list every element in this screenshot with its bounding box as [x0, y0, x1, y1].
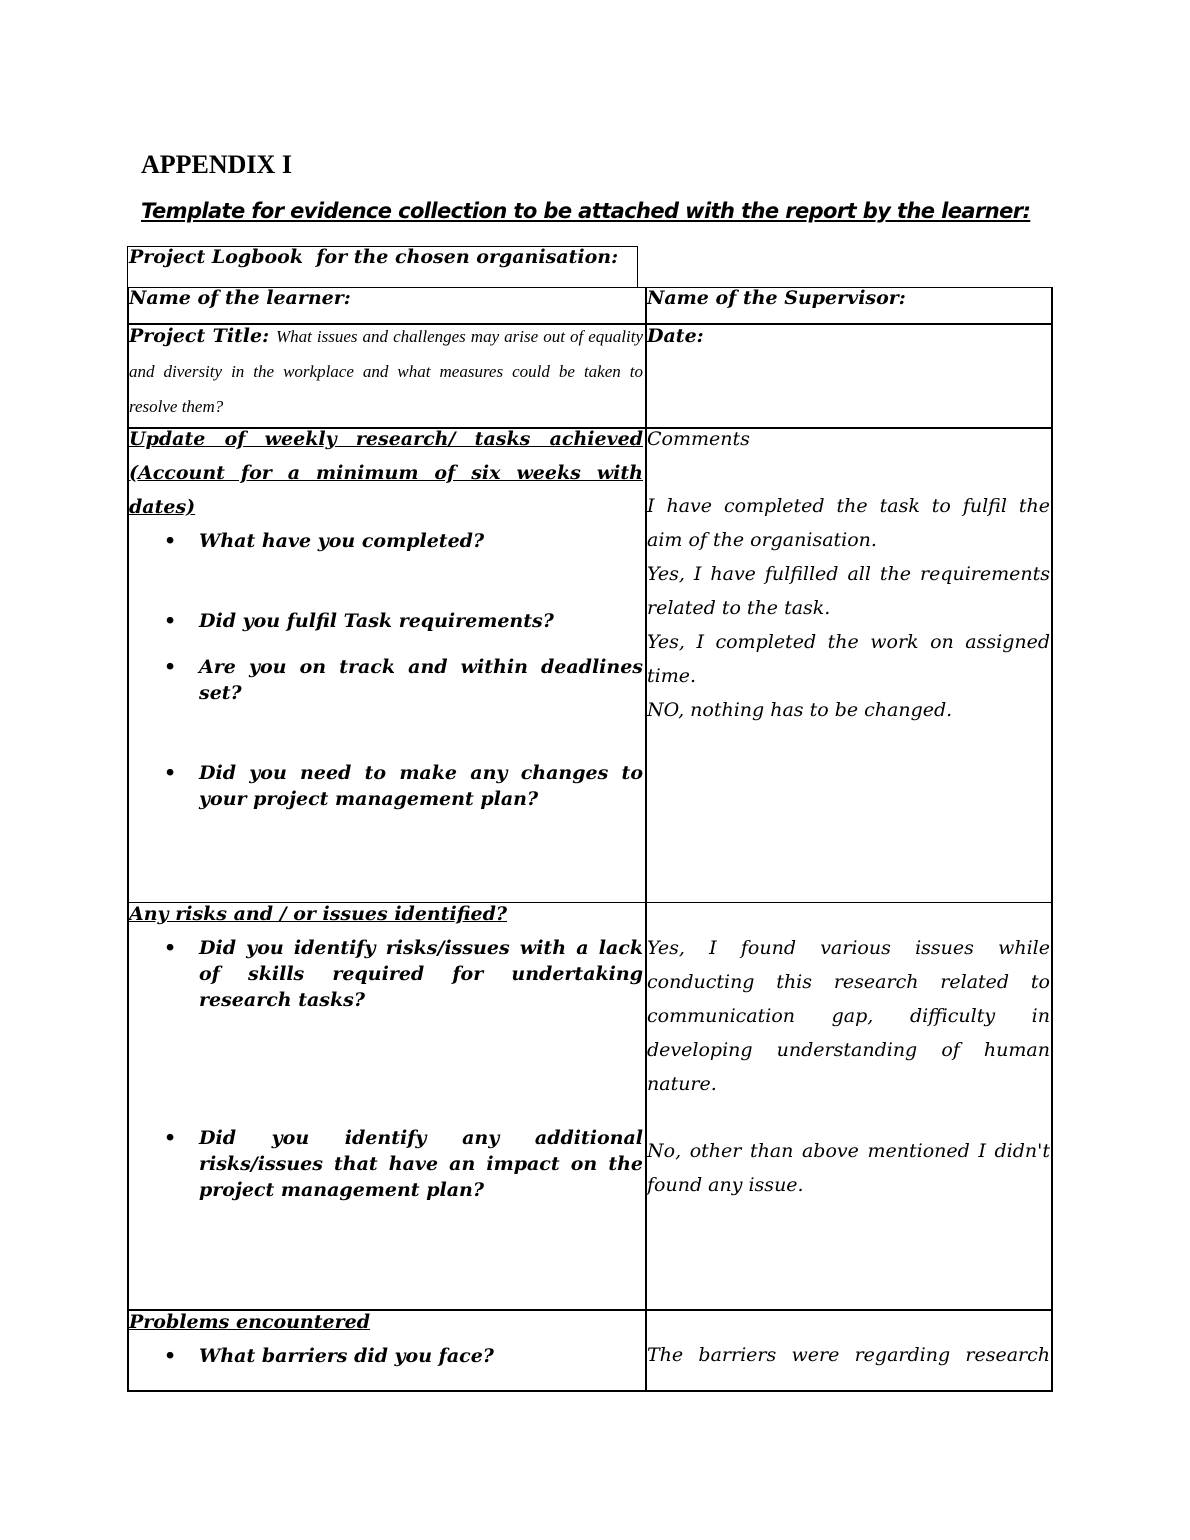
risks-heading: Any risks and / or issues identified?	[129, 903, 508, 925]
project-title-text: What issues and challenges may arise out of equality and diversity in the workplace and what measures could be taken to resolve them?	[129, 327, 643, 416]
weekly-a3: Yes, I completed the work on assigned time.	[647, 631, 1050, 687]
risk-a2: No, other than above mentioned I didn't found any issue.	[647, 1140, 1050, 1196]
weekly-q3: • Are you on track and within deadlines set?	[164, 656, 643, 704]
risk-a1: Yes, I found various issues while conducting this research related to communication gap, difficulty in developing understanding of human nature.	[647, 937, 1050, 1095]
problems-heading: Problems encountered	[129, 1311, 370, 1333]
project-title	[129, 319, 643, 424]
date-label: Date:	[647, 325, 704, 347]
weekly-q2: • Did you fulfil Task requirements?	[164, 610, 554, 632]
weekly-answers	[647, 489, 1050, 727]
weekly-a4: NO, nothing has to be changed.	[647, 699, 953, 721]
comments-label: Comments	[647, 428, 750, 450]
problem-q1: • What barriers did you face?	[164, 1345, 494, 1367]
learner-name-label: Name of the learner:	[129, 287, 351, 309]
supervisor-name-label: Name of the Supervisor:	[647, 287, 906, 309]
weekly-a1: I have completed the task to fulfil the aim of the organisation.	[647, 495, 1050, 551]
project-title-label: Project Title:	[129, 325, 270, 347]
problem-a1: The barriers were regarding research	[647, 1344, 1050, 1366]
risk-q1: • Did you identify risks/issues with a lack of skills required for undertaking research tasks?	[164, 937, 643, 1011]
appendix-heading: APPENDIX I	[141, 150, 292, 179]
weekly-heading: Update of weekly research/ tasks achieved (Account for a minimum of six weeks with dates)	[129, 428, 643, 518]
template-subtitle: Template for evidence collection to be attached with the report by the learner:	[141, 199, 1031, 223]
weekly-q1: • What have you completed?	[164, 530, 485, 552]
logbook-title: Project Logbook for the chosen organisation:	[129, 246, 619, 268]
weekly-q4: • Did you need to make any changes to your project management plan?	[164, 762, 643, 810]
weekly-a2: Yes, I have fulfilled all the requirements related to the task.	[647, 563, 1050, 619]
risk-q2: • Did you identify any additional risks/issues that have an impact on the project management plan?	[164, 1127, 643, 1201]
